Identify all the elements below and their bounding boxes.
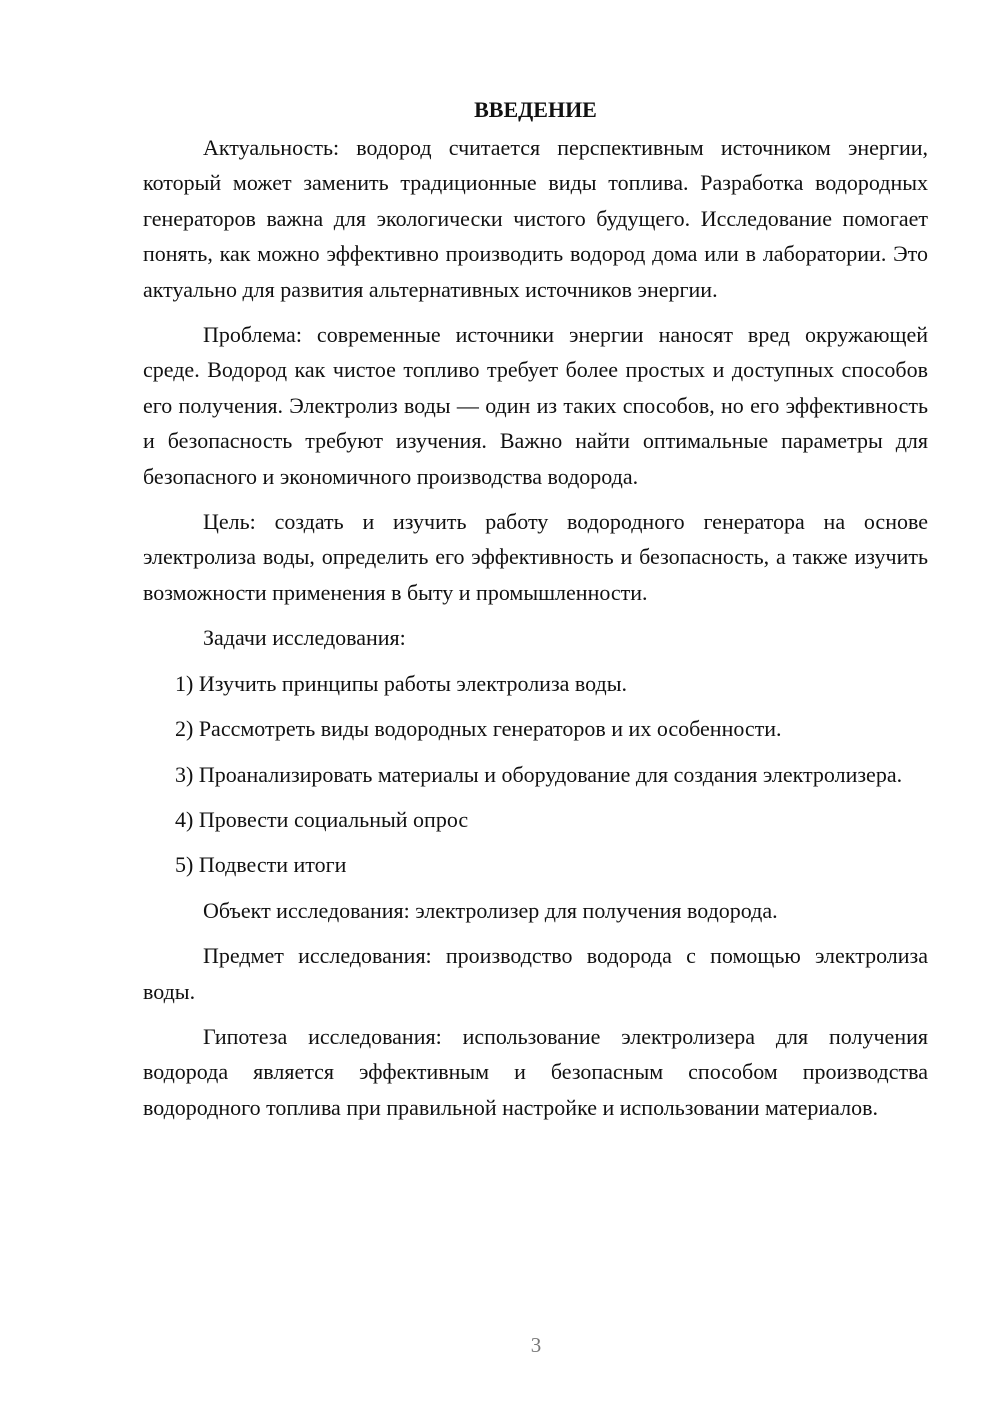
task-item-5: 5) Подвести итоги xyxy=(175,852,347,878)
task-item-3: 3) Проанализировать материалы и оборудование для создания электролизера. xyxy=(175,761,903,787)
goal-paragraph: Цель: создать и изучить работу водородного генератора на основе электролиза воды, определить его эффективность и безопасность, а также изучить возможности применения в быту и промышленности. xyxy=(143,509,928,605)
page-number: 3 xyxy=(530,1333,542,1357)
relevance-paragraph: Актуальность: водород считается перспективным источником энергии, который может заменить традиционные виды топлива. Разработка водородных генераторов важна для экологически чистого будущего. Исследование помогает понять, как можно эффективно производить водород дома или в лаборатории. Это актуально для развития альтернативных источников энергии. xyxy=(143,135,928,302)
subject-paragraph: Предмет исследования: производство водорода с помощью электролиза воды. xyxy=(143,943,928,1004)
section-heading: ВВЕДЕНИЕ xyxy=(474,97,597,122)
object-paragraph: Объект исследования: электролизер для получения водорода. xyxy=(203,897,778,923)
problem-paragraph: Проблема: современные источники энергии наносят вред окружающей среде. Водород как чистое топливо требует более простых и доступных способов его получения. Электролиз воды — один из таких способов, но его эффективность и безопасность требуют изучения. Важно найти оптимальные параметры для безопасного и экономичного производства водорода. xyxy=(143,322,928,489)
task-item-4: 4) Провести социальный опрос xyxy=(175,806,469,832)
hypothesis-paragraph: Гипотеза исследования: использование электролизера для получения водорода является эффективным и безопасным способом производства водородного топлива при правильной настройке и использовании материалов. xyxy=(143,1023,928,1120)
document-page xyxy=(143,92,928,1135)
task-item-2: 2) Рассмотреть виды водородных генераторов и их особенности. xyxy=(175,716,782,742)
tasks-title: Задачи исследования: xyxy=(203,625,406,651)
task-item-1: 1) Изучить принципы работы электролиза воды. xyxy=(175,670,627,696)
